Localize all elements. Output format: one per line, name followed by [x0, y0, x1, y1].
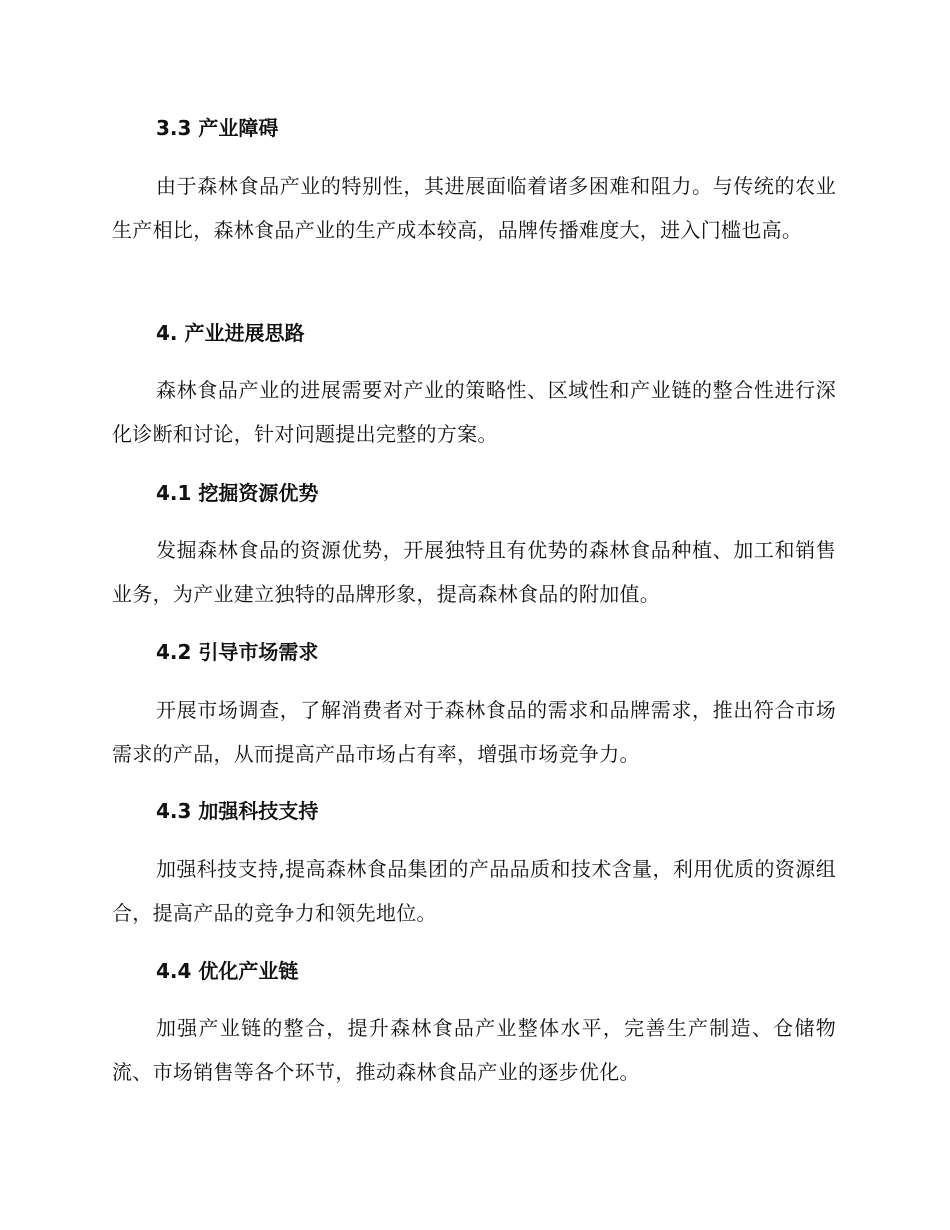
section-heading: 3.3 产业障碍 [156, 116, 279, 140]
section-paragraph: 森林食品产业的进展需要对产业的策略性、区域性和产业链的整合性进行深化诊断和讨论，针对问题提出完整的方案。 [112, 378, 836, 446]
section-heading: 4.2 引导市场需求 [156, 640, 319, 664]
section-heading: 4.4 优化产业链 [156, 959, 299, 983]
section-paragraph: 加强产业链的整合，提升森林食品产业整体水平，完善生产制造、仓储物流、市场销售等各个环节，推动森林食品产业的逐步优化。 [112, 1016, 836, 1084]
section-paragraph: 加强科技支持,提高森林食品集团的产品品质和技术含量，利用优质的资源组合，提高产品的竞争力和领先地位。 [112, 857, 836, 925]
section-heading: 4.3 加强科技支持 [156, 799, 319, 823]
section-heading: 4.1 挖掘资源优势 [156, 481, 319, 505]
section-heading: 4. 产业进展思路 [156, 321, 305, 345]
section-paragraph: 发掘森林食品的资源优势，开展独特且有优势的森林食品种植、加工和销售业务，为产业建立独特的品牌形象，提高森林食品的附加值。 [112, 538, 836, 606]
section-paragraph: 由于森林食品产业的特别性，其进展面临着诸多困难和阻力。与传统的农业生产相比，森林食品产业的生产成本较高，品牌传播难度大，进入门槛也高。 [112, 174, 836, 242]
section-paragraph: 开展市场调查，了解消费者对于森林食品的需求和品牌需求，推出符合市场需求的产品，从而提高产品市场占有率，增强市场竞争力。 [112, 698, 836, 766]
